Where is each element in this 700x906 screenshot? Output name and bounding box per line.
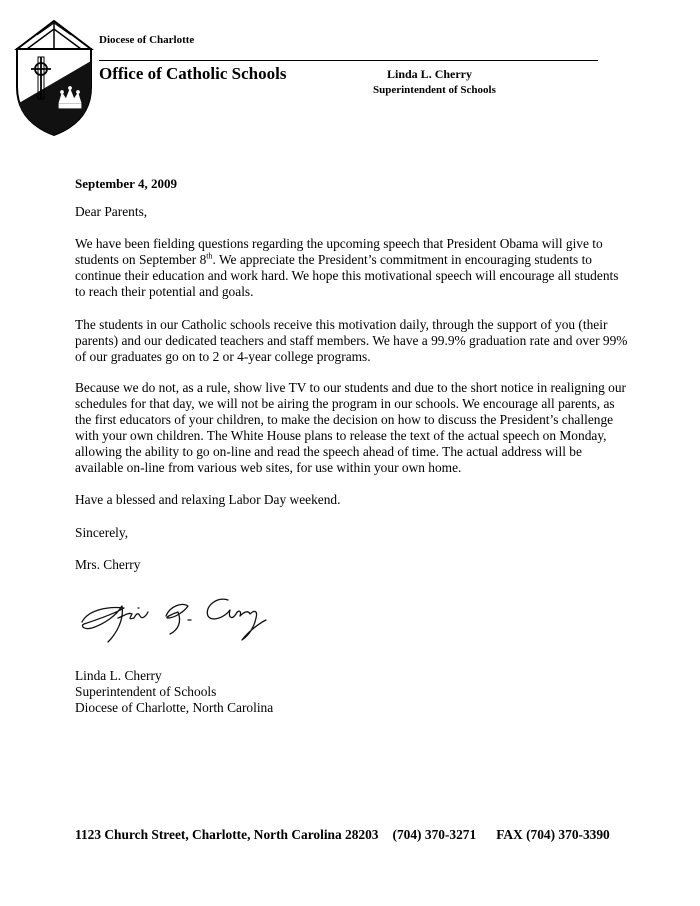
letterhead-footer [75, 827, 635, 843]
letter-date: September 4, 2009 [75, 176, 177, 191]
paragraph-1-text-b: . We appreciate the President’s commitment in encouraging students to continue their education and work hard. We hope this motivational speech will encourage all students to reach their potential and goals. [75, 252, 619, 299]
salutation: Dear Parents, [75, 204, 148, 219]
superintendent-name: Linda L. Cherry [387, 67, 473, 81]
signature-title: Superintendent of Schools [75, 684, 217, 699]
footer-phone: (704) 370-3271 [392, 827, 477, 842]
signature-name: Linda L. Cherry [75, 668, 162, 683]
paragraph-1-text-a: We have been fielding questions regarding the upcoming speech that President Obama will give to students on September 8 [75, 236, 603, 267]
closing: Sincerely, [75, 525, 129, 540]
footer-fax: FAX (704) 370-3390 [496, 827, 610, 842]
footer-address: 1123 Church Street, Charlotte, North Carolina 28203 [75, 827, 379, 842]
diocese-shield-logo [13, 19, 95, 137]
signoff-name: Mrs. Cherry [75, 557, 141, 572]
paragraph-4: Have a blessed and relaxing Labor Day weekend. [75, 492, 341, 507]
organization-name: Diocese of Charlotte [99, 34, 195, 46]
handwritten-signature [78, 588, 278, 646]
signature-diocese: Diocese of Charlotte, North Carolina [75, 700, 274, 715]
ordinal-suffix: th [206, 251, 213, 261]
superintendent-title: Superintendent of Schools [373, 84, 496, 96]
paragraph-2: The students in our Catholic schools receive this motivation daily, through the support of you (their parents) and our dedicated teachers and staff members. We have a 99.9% graduation rate and over 99% of our graduates go on to 2 or 4-year college programs. [75, 317, 628, 364]
paragraph-3: Because we do not, as a rule, show live TV to our students and due to the short notice in realigning our schedules for that day, we will not be airing the program in our schools. We encourage all parents, as the first educators of your children, to make the decision on how to discuss the President’s challenge with your own children. The White House plans to release the text of the actual speech on Monday, allowing the ability to go on-line and read the speech ahead of time. The actual address will be available on-line from various web sites, for use within your own home. [75, 380, 627, 475]
office-name: Office of Catholic Schools [99, 64, 287, 83]
paragraph-1 [75, 236, 628, 300]
letterhead-rule [99, 60, 598, 61]
